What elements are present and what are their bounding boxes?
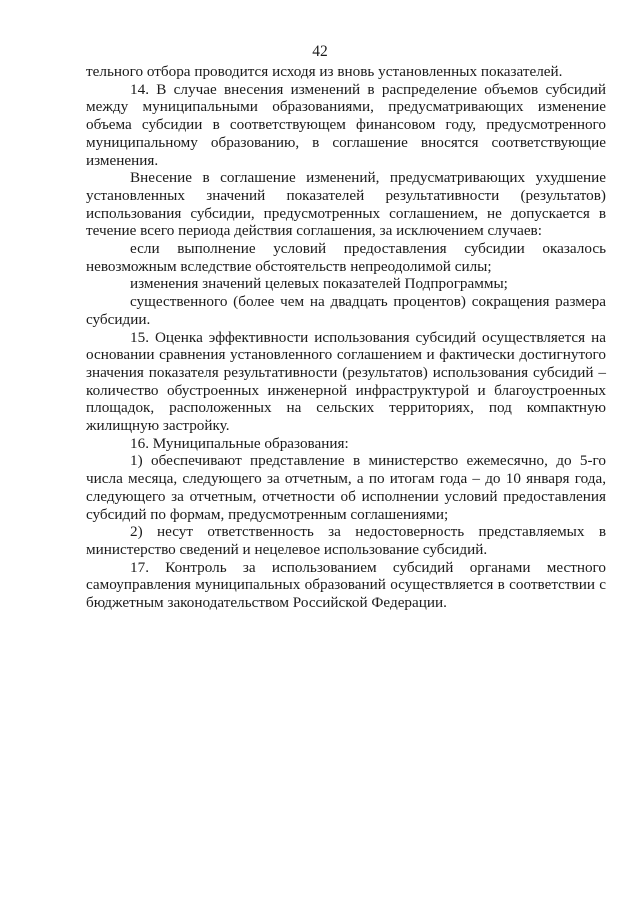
paragraph-item-15: 15. Оценка эффективности использования субсидий осуществляется на основании сравнения установленного соглашением и фактически достигнутого значения показателя результативности (результатов) использования субсидий – количество обустроенных инженерной инфраструктурой и благоустроенных площадок, расположенных на сельских территориях, под компактную жилищную застройку. xyxy=(86,328,606,435)
paragraph-item-16-2: 2) несут ответственность за недостоверность представляемых в министерство сведений и нецелевое использование субсидий. xyxy=(86,523,606,558)
paragraph-item-16-1: 1) обеспечивают представление в министерство ежемесячно, до 5-го числа месяца, следующего за отчетным, а по итогам года – до 10 января года, следующего за отчетным, отчетности об исполнении условий предоставления субсидий по формам, предусмотренным соглашениями; xyxy=(86,452,606,523)
paragraph-exception-reduction: существенного (более чем на двадцать процентов) сокращения размера субсидии. xyxy=(86,293,606,328)
paragraph-item-14: 14. В случае внесения изменений в распределение объемов субсидий между муниципальными образованиями, предусматривающих изменение объема субсидии в соответствующем финансовом году, предусмотренного муниципальному образованию, в соглашение вносятся соответствующие изменения. xyxy=(86,80,606,169)
paragraph-exception-force-majeure: если выполнение условий предоставления субсидии оказалось невозможным вследствие обстоятельств непреодолимой силы; xyxy=(86,240,606,275)
paragraph-item-16: 16. Муниципальные образования: xyxy=(130,434,349,452)
document-body xyxy=(86,63,606,612)
paragraph-exception-targets: изменения значений целевых показателей Подпрограммы; xyxy=(130,275,508,293)
paragraph-continuation: тельного отбора проводится исходя из вновь установленных показателей. xyxy=(86,63,563,80)
paragraph-amendment-restriction: Внесение в соглашение изменений, предусматривающих ухудшение установленных значений показателей результативности (результатов) использования субсидии, предусмотренных соглашением, не допускается в течение всего периода действия соглашения, за исключением случаев: xyxy=(86,169,606,240)
page-number: 42 xyxy=(312,43,328,60)
paragraph-item-17: 17. Контроль за использованием субсидий органами местного самоуправления муниципальных образований осуществляется в соответствии с бюджетным законодательством Российской Федерации. xyxy=(86,558,606,612)
